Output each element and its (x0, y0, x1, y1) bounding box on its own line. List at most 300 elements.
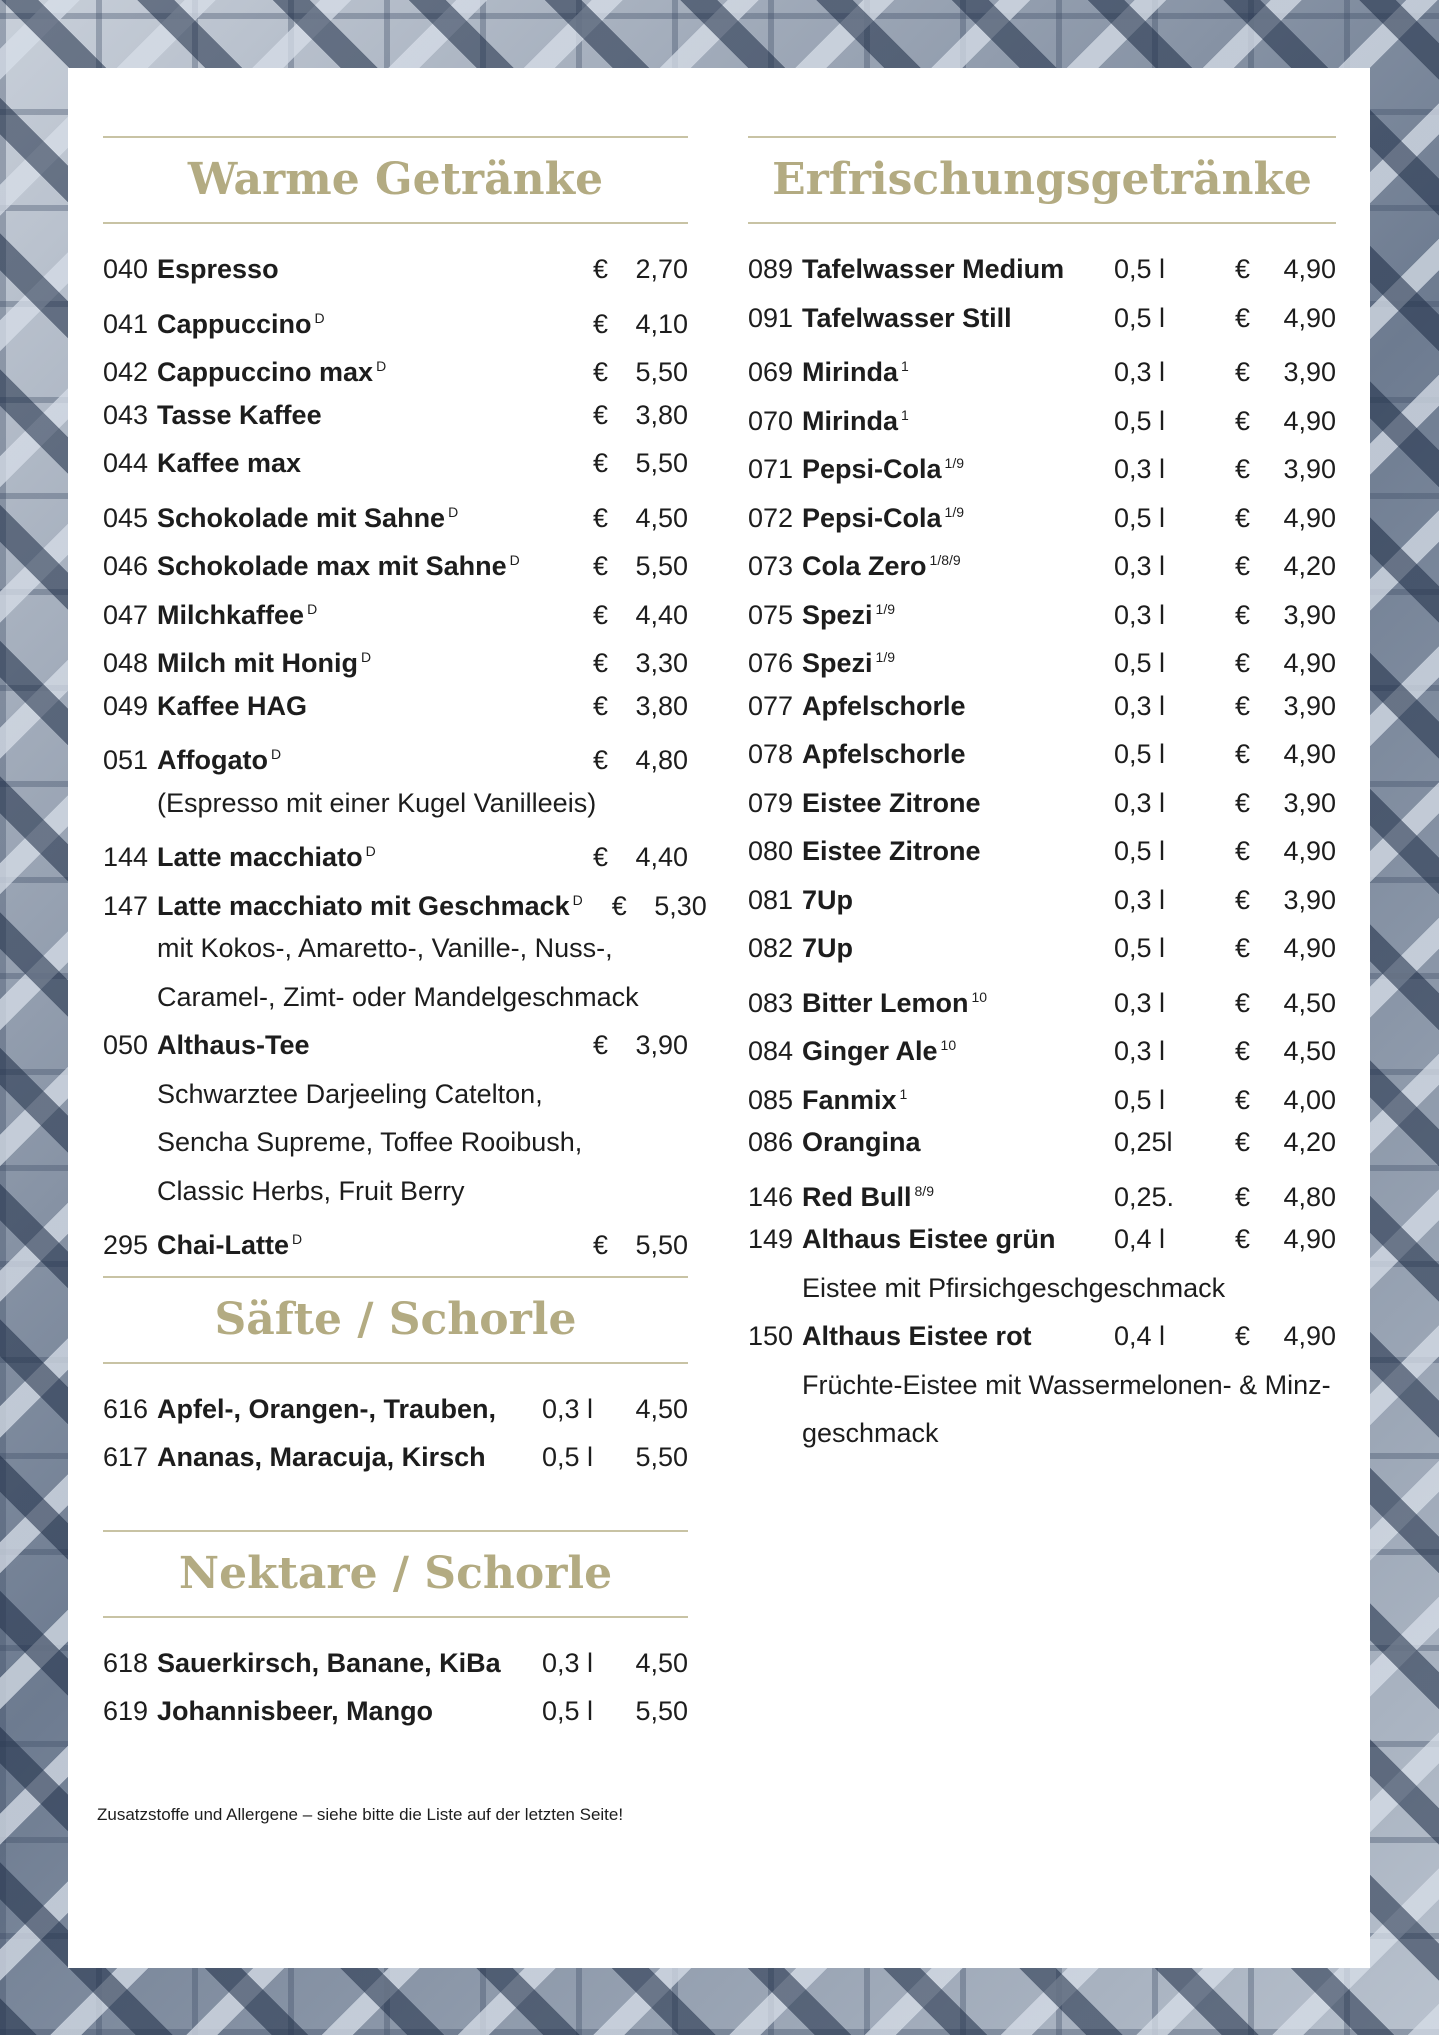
item-price: 4,90 (1283, 836, 1336, 866)
item-volume: 0,3 l (1114, 690, 1166, 721)
left-column (103, 136, 707, 1736)
item-price: 5,50 (635, 357, 688, 387)
item-name-text: Latte macchiato (157, 842, 363, 872)
menu-item (103, 1433, 688, 1482)
allergen-code: D (360, 649, 372, 665)
item-name-text: Ananas, Maracuja, Kirsch (157, 1442, 486, 1472)
item-price: 4,80 (1283, 1181, 1336, 1212)
item-name (157, 439, 564, 488)
item-price: 3,90 (1283, 787, 1336, 818)
item-name-text: Orangina (802, 1127, 921, 1157)
menu-item (748, 1167, 1336, 1216)
item-number: 150 (748, 1321, 794, 1351)
item-name (802, 536, 1114, 591)
item-name (157, 585, 564, 640)
item-price: 3,90 (1283, 357, 1336, 387)
item-name-text: Apfelschorle (802, 739, 966, 769)
item-name (157, 682, 564, 731)
item-price: 5,50 (635, 448, 688, 478)
allergen-code: 1/9 (875, 600, 895, 617)
item-number: 618 (103, 1647, 149, 1678)
allergen-code: D (509, 552, 520, 568)
menu-item (748, 391, 1336, 440)
currency-symbol: € (1234, 502, 1250, 533)
menu-item (748, 1070, 1336, 1119)
item-number: 295 (103, 1230, 149, 1260)
currency-symbol: € (1234, 690, 1250, 721)
item-name-text: Eistee Zitrone (802, 787, 981, 818)
item-name-text: Sauerkirsch, Banane, KiBa (157, 1647, 501, 1678)
item-name-text: Mirinda (802, 405, 899, 436)
item-number: 617 (103, 1442, 149, 1472)
item-volume: 0,3 l (1114, 357, 1166, 387)
currency-symbol: € (592, 599, 608, 630)
item-description (103, 779, 688, 828)
nectars-list (103, 1618, 688, 1736)
item-volume: 0,3 l (1114, 1036, 1166, 1066)
item-name (157, 876, 583, 931)
item-price: 4,90 (1283, 254, 1336, 284)
item-name-text: 7Up (802, 933, 854, 963)
item-number: 149 (748, 1224, 794, 1254)
item-name-text: Spezi (802, 648, 873, 678)
item-name (802, 633, 1114, 688)
item-number: 047 (103, 599, 149, 630)
item-description (103, 1070, 688, 1216)
menu-item (748, 973, 1336, 1022)
currency-symbol: € (1234, 405, 1250, 436)
allergen-code: 1/9 (944, 503, 965, 520)
item-name (802, 1021, 1114, 1076)
soft-drinks-list (748, 224, 1336, 1458)
item-price: 4,90 (1283, 302, 1336, 333)
item-name (157, 294, 564, 349)
item-number: 083 (748, 987, 794, 1018)
item-number: 070 (748, 405, 794, 436)
item-number: 041 (103, 308, 149, 339)
currency-symbol: € (592, 399, 608, 430)
item-price: 5,30 (654, 890, 707, 921)
item-name (802, 1167, 1114, 1222)
section-title-warm: Warme Getränke (103, 136, 688, 224)
item-name-text: Affogato (157, 745, 268, 775)
item-number: 084 (748, 1036, 794, 1066)
item-name (802, 1118, 1114, 1167)
menu-item (748, 682, 1336, 731)
item-name-text: Althaus Eistee rot (802, 1321, 1032, 1351)
item-number: 044 (103, 448, 149, 478)
item-name (802, 342, 1114, 397)
menu-item (748, 827, 1336, 876)
item-name (802, 779, 1114, 828)
menu-item (103, 585, 688, 634)
currency-symbol: € (592, 308, 608, 339)
currency-symbol: € (592, 1230, 608, 1260)
item-price: 4,20 (1283, 1127, 1336, 1157)
currency-symbol: € (592, 1030, 608, 1060)
item-volume: 0,5 l (542, 1442, 594, 1472)
currency-symbol: € (1234, 1084, 1250, 1115)
menu-item (748, 1118, 1336, 1167)
item-number: 069 (748, 357, 794, 387)
item-number: 144 (103, 842, 149, 872)
item-price: 5,50 (635, 1696, 688, 1726)
allergen-code: D (307, 600, 318, 617)
menu-item (748, 779, 1336, 828)
allergen-code: D (314, 309, 325, 326)
item-number: 045 (103, 502, 149, 533)
item-price: 5,50 (635, 551, 688, 581)
item-number: 079 (748, 787, 794, 818)
menu-item (103, 1639, 688, 1688)
item-name (157, 1385, 542, 1434)
item-name-text: Chai-Latte (157, 1230, 290, 1260)
item-name (157, 1215, 564, 1270)
item-name-text: Espresso (157, 254, 279, 284)
item-price: 4,50 (1283, 1036, 1336, 1066)
menu-item (103, 1687, 688, 1736)
item-name (802, 585, 1114, 640)
item-price: 2,70 (635, 254, 688, 284)
item-price: 3,90 (635, 1030, 688, 1060)
currency-symbol: € (592, 551, 608, 581)
currency-symbol: € (1234, 1127, 1250, 1157)
item-name (802, 924, 1114, 973)
description-line: Schwarztee Darjeeling Catelton, (157, 1078, 543, 1109)
item-name-text: Red Bull (802, 1181, 912, 1212)
item-name (802, 730, 1114, 779)
item-name-text: Kaffee HAG (157, 690, 308, 721)
item-price: 4,50 (635, 1647, 688, 1678)
item-price: 4,40 (635, 599, 688, 630)
description-line: Caramel-, Zimt- oder Mandelgeschmack (157, 981, 639, 1012)
menu-item (748, 439, 1336, 488)
item-name-text: Eistee Zitrone (802, 836, 981, 866)
item-number: 072 (748, 502, 794, 533)
item-name (157, 536, 564, 591)
item-number: 080 (748, 836, 794, 866)
currency-symbol: € (1234, 1036, 1250, 1066)
item-price: 3,80 (635, 690, 688, 721)
description-line: mit Kokos-, Amaretto-, Vanille-, Nuss-, (157, 933, 613, 963)
item-price: 3,90 (1283, 454, 1336, 484)
menu-item (103, 294, 688, 343)
item-number: 071 (748, 454, 794, 484)
item-number: 082 (748, 933, 794, 963)
item-name (157, 1433, 542, 1482)
item-name-text: Schokolade max mit Sahne (157, 551, 507, 581)
item-volume: 0,3 l (1114, 551, 1166, 581)
item-number: 086 (748, 1127, 794, 1157)
currency-symbol: € (592, 690, 608, 721)
item-number: 040 (103, 254, 149, 284)
item-name (802, 245, 1114, 294)
item-name-text: Tafelwasser Still (802, 302, 1012, 333)
item-price: 4,20 (1283, 551, 1336, 581)
item-name (802, 682, 1114, 731)
currency-symbol: € (1234, 836, 1250, 866)
item-price: 4,80 (635, 745, 688, 775)
item-description (103, 924, 688, 1021)
currency-symbol: € (592, 357, 608, 387)
description-line: Classic Herbs, Fruit Berry (157, 1175, 465, 1206)
currency-symbol: € (1234, 1181, 1250, 1212)
item-price: 3,90 (1283, 884, 1336, 915)
allergen-code: 10 (971, 988, 988, 1005)
item-name-text: Tafelwasser Medium (802, 254, 1065, 284)
currency-symbol: € (592, 448, 608, 478)
item-name (802, 391, 1114, 446)
item-price: 3,30 (635, 648, 688, 678)
item-name-text: Cappuccino (157, 308, 312, 339)
item-number: 091 (748, 302, 794, 333)
menu-item (748, 730, 1336, 779)
item-price: 4,90 (1283, 648, 1336, 678)
item-name (157, 1687, 542, 1736)
description-line: Eistee mit Pfirsichgeschgeschmack (802, 1272, 1226, 1303)
currency-symbol: € (1234, 454, 1250, 484)
menu-item (748, 876, 1336, 925)
item-price: 4,50 (635, 502, 688, 533)
item-name-text: Pepsi-Cola (802, 502, 942, 533)
menu-item (103, 876, 707, 925)
item-name-text: Milchkaffee (157, 599, 305, 630)
warm-drinks-list (103, 224, 707, 1264)
item-price: 4,50 (635, 1393, 688, 1424)
item-price: 4,90 (1283, 502, 1336, 533)
item-volume: 0,3 l (542, 1647, 594, 1678)
item-volume: 0,5 l (1114, 1084, 1166, 1115)
item-name-text: Mirinda (802, 357, 899, 387)
item-name (157, 1639, 542, 1688)
item-number: 073 (748, 551, 794, 581)
currency-symbol: € (1234, 302, 1250, 333)
menu-card (68, 68, 1370, 1968)
menu-item (103, 391, 688, 440)
section-title-nectars: Nektare / Schorle (103, 1530, 688, 1618)
menu-item (103, 827, 688, 876)
item-name (157, 342, 564, 397)
item-name-text: Schokolade mit Sahne (157, 502, 446, 533)
currency-symbol: € (592, 502, 608, 533)
item-name-text: Kaffee max (157, 448, 302, 478)
item-price: 4,90 (1283, 739, 1336, 769)
item-volume: 0,3 l (542, 1393, 594, 1424)
currency-symbol: € (592, 745, 608, 775)
currency-symbol: € (1234, 357, 1250, 387)
item-name (802, 973, 1114, 1028)
item-number: 050 (103, 1030, 149, 1060)
item-number: 075 (748, 599, 794, 630)
currency-symbol: € (592, 842, 608, 872)
item-name-text: Cappuccino max (157, 357, 374, 387)
item-number: 085 (748, 1084, 794, 1115)
item-number: 048 (103, 648, 149, 678)
description-line: (Espresso mit einer Kugel Vanilleeis) (157, 787, 597, 818)
item-name-text: Johannisbeer, Mango (157, 1696, 434, 1726)
item-name (157, 245, 564, 294)
item-name (802, 876, 1114, 925)
item-name (802, 439, 1114, 494)
menu-item (103, 439, 688, 488)
item-number: 042 (103, 357, 149, 387)
item-name (157, 1021, 564, 1070)
allergen-code: 1/9 (944, 455, 965, 471)
item-price: 4,50 (1283, 987, 1336, 1018)
allergen-code: 1 (901, 406, 909, 423)
item-price: 4,90 (1283, 1224, 1336, 1254)
currency-symbol: € (1234, 648, 1250, 678)
item-name (802, 827, 1114, 876)
item-price: 4,10 (635, 308, 688, 339)
menu-item (103, 730, 688, 779)
item-number: 616 (103, 1393, 149, 1424)
item-number: 078 (748, 739, 794, 769)
currency-symbol: € (592, 254, 608, 284)
item-name-text: Pepsi-Cola (802, 454, 942, 484)
item-name-text: Cola Zero (802, 551, 927, 581)
currency-symbol: € (1234, 739, 1250, 769)
item-price: 4,00 (1283, 1084, 1336, 1115)
item-name-text: Althaus Eistee grün (802, 1224, 1056, 1254)
allergen-code: 8/9 (914, 1182, 934, 1199)
item-number: 089 (748, 254, 794, 284)
menu-item (748, 342, 1336, 391)
item-name (157, 730, 564, 785)
item-name (802, 294, 1114, 343)
allergen-note: Zusatzstoffe und Allergene – siehe bitte die Liste auf der letzten Seite! (97, 1805, 624, 1824)
allergen-code: D (270, 746, 282, 762)
item-volume: 0,3 l (1114, 884, 1166, 915)
currency-symbol: € (1234, 1321, 1250, 1351)
allergen-code: 1/8/9 (929, 552, 961, 568)
item-price: 4,90 (1283, 405, 1336, 436)
item-number: 081 (748, 884, 794, 915)
item-name-text: Althaus-Tee (157, 1030, 310, 1060)
description-line: Sencha Supreme, Toffee Rooibush, (157, 1127, 583, 1157)
item-name-text: 7Up (802, 884, 854, 915)
menu-item (748, 294, 1336, 343)
menu-item (103, 1215, 688, 1264)
section-title-soft: Erfrischungsgetränke (748, 136, 1336, 224)
allergen-code: 1/9 (875, 649, 895, 665)
item-name (802, 488, 1114, 543)
item-volume: 0,3 l (1114, 787, 1166, 818)
currency-symbol: € (1234, 787, 1250, 818)
item-number: 076 (748, 648, 794, 678)
menu-item (103, 633, 688, 682)
menu-item (103, 488, 688, 537)
juices-list (103, 1364, 688, 1482)
item-number: 049 (103, 690, 149, 721)
item-price: 3,90 (1283, 599, 1336, 630)
item-volume: 0,5 l (1114, 933, 1166, 963)
item-name (157, 488, 564, 543)
item-price: 4,40 (635, 842, 688, 872)
item-name (157, 827, 564, 882)
item-price: 4,90 (1283, 933, 1336, 963)
item-name (802, 1070, 1114, 1125)
item-name (157, 391, 564, 440)
menu-item (748, 585, 1336, 634)
item-volume: 0,5 l (542, 1696, 594, 1726)
allergen-code: 1 (901, 358, 909, 374)
item-volume: 0,5 l (1114, 405, 1166, 436)
allergen-code: D (376, 358, 387, 374)
menu-item (748, 1021, 1336, 1070)
item-volume: 0,5 l (1114, 502, 1166, 533)
menu-item (103, 1021, 688, 1070)
item-name-text: Milch mit Honig (157, 648, 358, 678)
currency-symbol: € (1234, 599, 1250, 630)
right-column (748, 136, 1336, 1458)
item-number: 046 (103, 551, 149, 581)
section-title-juices: Säfte / Schorle (103, 1276, 688, 1364)
item-number: 077 (748, 690, 794, 721)
item-volume: 0,3 l (1114, 987, 1166, 1018)
item-name-text: Ginger Ale (802, 1036, 938, 1066)
item-volume: 0,3 l (1114, 454, 1166, 484)
item-name (157, 633, 564, 688)
item-price: 3,90 (1283, 690, 1336, 721)
item-name (802, 1215, 1114, 1264)
item-price: 4,90 (1283, 1321, 1336, 1351)
item-description (748, 1361, 1336, 1458)
item-name-text: Spezi (802, 599, 873, 630)
item-volume: 0,3 l (1114, 599, 1166, 630)
item-volume: 0,4 l (1114, 1321, 1166, 1351)
currency-symbol: € (1234, 551, 1250, 581)
menu-item (748, 245, 1336, 294)
menu-item (748, 924, 1336, 973)
currency-symbol: € (592, 648, 608, 678)
item-name-text: Fanmix (802, 1084, 897, 1115)
item-volume: 0,4 l (1114, 1224, 1166, 1254)
item-name-text: Apfel-, Orangen-, Trauben, (157, 1393, 497, 1424)
currency-symbol: € (1234, 1224, 1250, 1254)
currency-symbol: € (1234, 987, 1250, 1018)
menu-item (748, 536, 1336, 585)
menu-item (103, 342, 688, 391)
currency-symbol: € (1234, 254, 1250, 284)
allergen-code: D (365, 843, 376, 859)
allergen-code: 1 (899, 1085, 908, 1102)
item-volume: 0,5 l (1114, 254, 1166, 284)
item-volume: 0,5 l (1114, 739, 1166, 769)
item-volume: 0,5 l (1114, 302, 1166, 333)
item-number: 619 (103, 1696, 149, 1726)
item-price: 5,50 (635, 1230, 688, 1260)
currency-symbol: € (1234, 933, 1250, 963)
menu-item (103, 682, 688, 731)
item-price: 3,80 (635, 399, 688, 430)
allergen-code: D (572, 891, 583, 908)
item-volume: 0,25l (1114, 1127, 1173, 1157)
menu-item (103, 245, 688, 294)
currency-symbol: € (1234, 884, 1250, 915)
item-volume: 0,25. (1114, 1181, 1175, 1212)
item-volume: 0,5 l (1114, 836, 1166, 866)
item-name (802, 1312, 1114, 1361)
item-description (748, 1264, 1336, 1313)
allergen-code: D (448, 503, 459, 520)
item-price: 5,50 (635, 1442, 688, 1472)
menu-item (748, 488, 1336, 537)
description-line: Früchte-Eistee mit Wassermelonen- & Minz- (802, 1369, 1331, 1400)
description-line: geschmack (802, 1418, 939, 1448)
allergen-code: 10 (940, 1037, 957, 1053)
menu-item (748, 1215, 1336, 1264)
